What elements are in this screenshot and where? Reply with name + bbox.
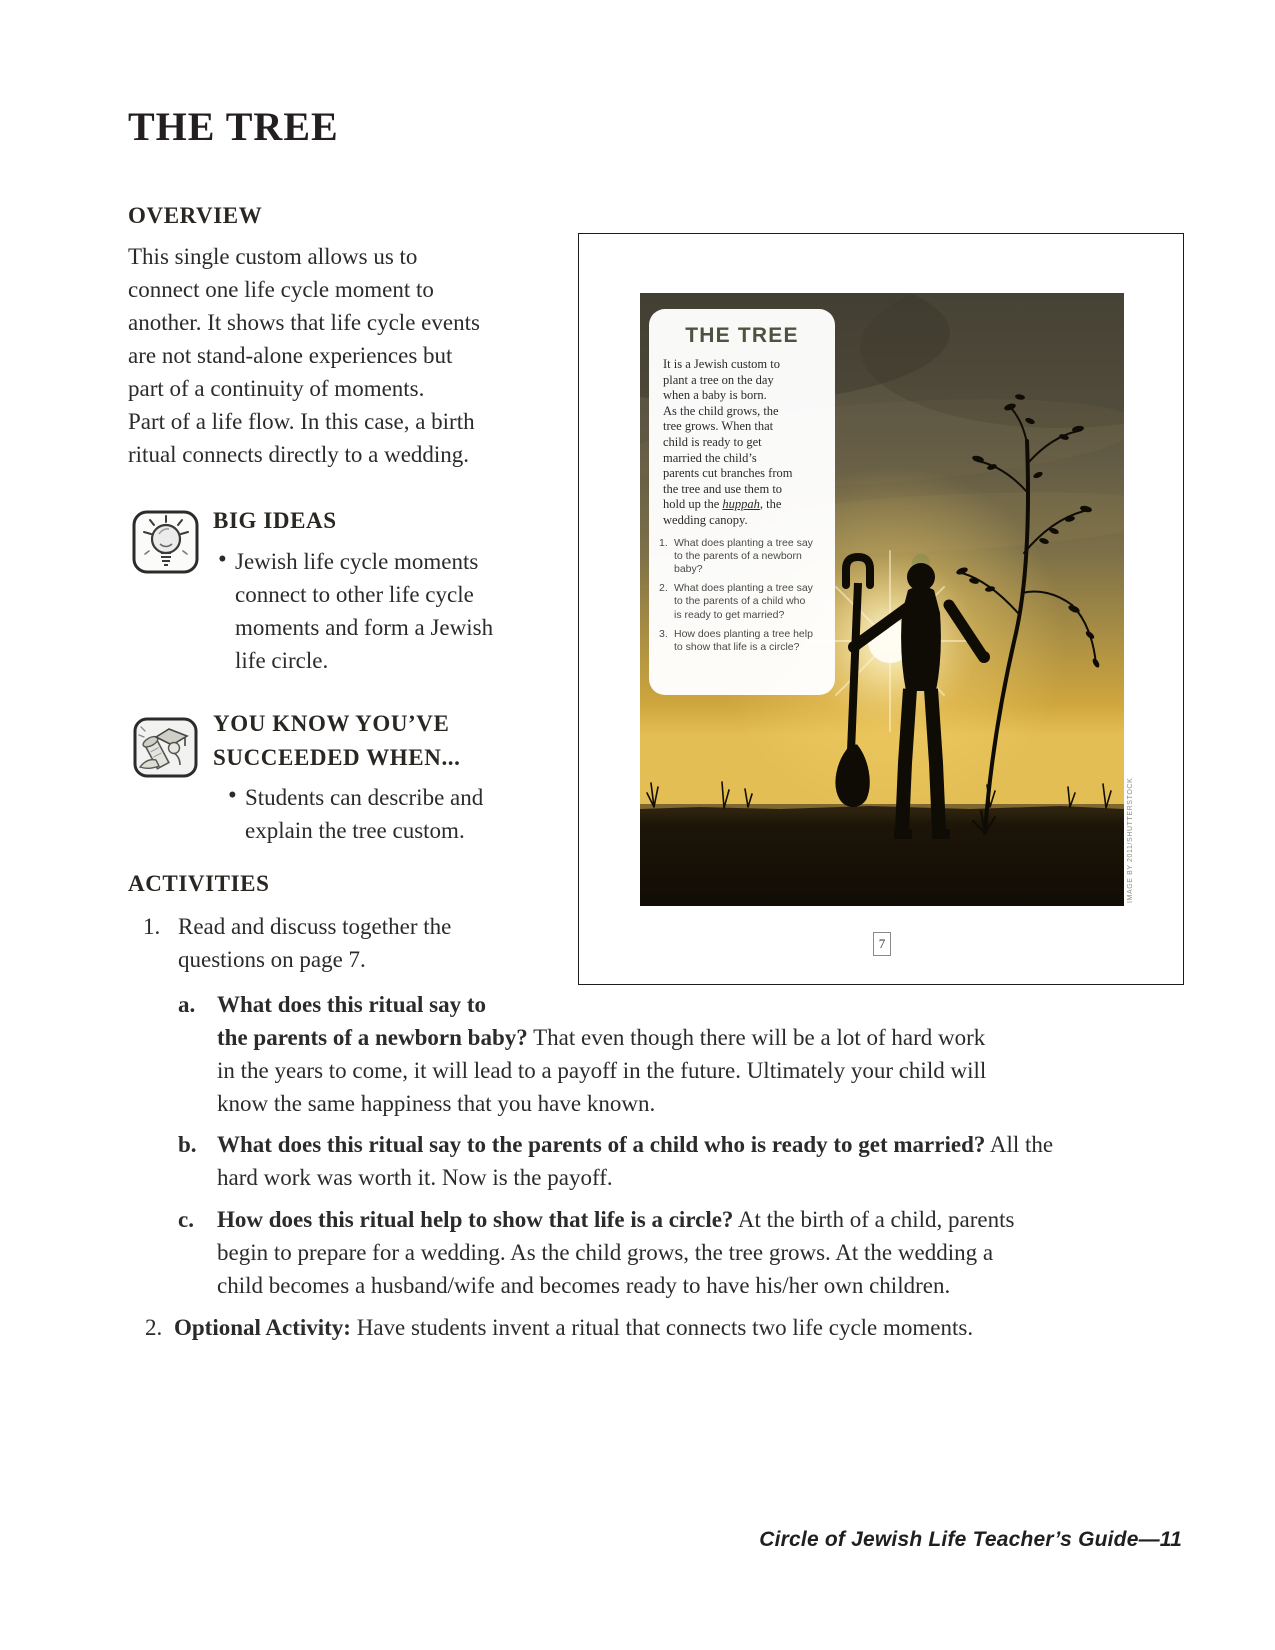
item-letter: c.	[178, 1207, 194, 1232]
figure-card-questions	[659, 537, 815, 655]
photo-credit: IMAGE BY 2011/SHUTTERSTOCK	[1127, 777, 1134, 903]
item-number: 1.	[143, 914, 161, 939]
activity-sub-c	[178, 1203, 1014, 1302]
figure-card-title: THE TREE	[685, 324, 799, 347]
figure-card-body: It is a Jewish custom to plant a tree on the day when a baby is born. As the child grows, the tree grows. When that child is ready to get married the child’s parents cut branches from the tree and use them to hold up the huppah, the wedding canopy.	[663, 357, 793, 527]
item-letter: a.	[178, 992, 196, 1017]
activity-item-1	[143, 910, 451, 976]
item-text: Read and discuss together the questions on page 7.	[178, 914, 452, 972]
succeeded-bullet	[228, 781, 483, 847]
activity-sub-a	[178, 988, 986, 1120]
bullet-glyph: •	[218, 546, 227, 573]
question-text: How does planting a tree help to show that life is a circle?	[674, 627, 813, 653]
page-footer: Circle of Jewish Life Teacher’s Guide—11	[759, 1528, 1182, 1551]
item-text: Optional Activity: Have students invent a ritual that connects two life cycle moments.	[174, 1315, 974, 1340]
page-title: THE TREE	[128, 104, 339, 149]
question-text: What does planting a tree say to the parents of a newborn baby?	[674, 536, 813, 575]
question-number: 1.	[659, 536, 668, 549]
overview-heading: OVERVIEW	[128, 203, 263, 228]
figure-page-number: 7	[873, 932, 891, 956]
overview-paragraph: This single custom allows us to connect one life cycle moment to another. It shows that life cycle events are not stand-alone experiences but part of a continuity of moments. Part of a life flow. In this case, a birth ritual connects directly to a wedding.	[128, 244, 480, 467]
item-letter: b.	[178, 1132, 197, 1157]
item-text: What does this ritual say to the parents of a newborn baby? That even though there will be a lot of hard work in the years to come, it will lead to a payoff in the future. Ultimately your child will know the same happiness that you have known.	[217, 992, 987, 1116]
big-ideas-heading: BIG IDEAS	[213, 508, 337, 533]
activity-sub-b	[178, 1128, 1053, 1194]
succeeded-bullet-text: Students can describe and explain the tree custom.	[245, 785, 484, 843]
big-ideas-bullet-text: Jewish life cycle moments connect to other life cycle moments and form a Jewish life circle.	[235, 549, 494, 673]
question-number: 3.	[659, 627, 668, 640]
activities-heading: ACTIVITIES	[128, 871, 270, 896]
sunset-photo	[640, 293, 1134, 906]
lightbulb-icon	[129, 504, 203, 580]
bullet-glyph: •	[228, 782, 237, 809]
card-question-2	[659, 582, 815, 622]
graduation-scroll-icon	[131, 715, 201, 781]
activity-item-2	[145, 1311, 973, 1344]
figure-card	[649, 309, 835, 695]
figure-box	[578, 233, 1184, 985]
item-text: How does this ritual help to show that life is a circle? At the birth of a child, parents begin to prepare for a wedding. As the child grows, the tree grows. At the wedding a child becomes a husband/wife and becomes ready to have his/her own children.	[217, 1207, 1015, 1298]
big-ideas-bullet	[218, 545, 493, 677]
item-number: 2.	[145, 1315, 163, 1340]
question-number: 2.	[659, 582, 668, 595]
card-question-1	[659, 537, 815, 577]
card-question-3	[659, 628, 815, 654]
question-text: What does planting a tree say to the parents of a child who is ready to get married?	[674, 582, 813, 621]
item-text: What does this ritual say to the parents of a child who is ready to get married? All the hard work was worth it. Now is the payoff.	[217, 1132, 1054, 1190]
succeeded-heading: YOU KNOW YOU’VE SUCCEEDED WHEN...	[213, 711, 461, 770]
